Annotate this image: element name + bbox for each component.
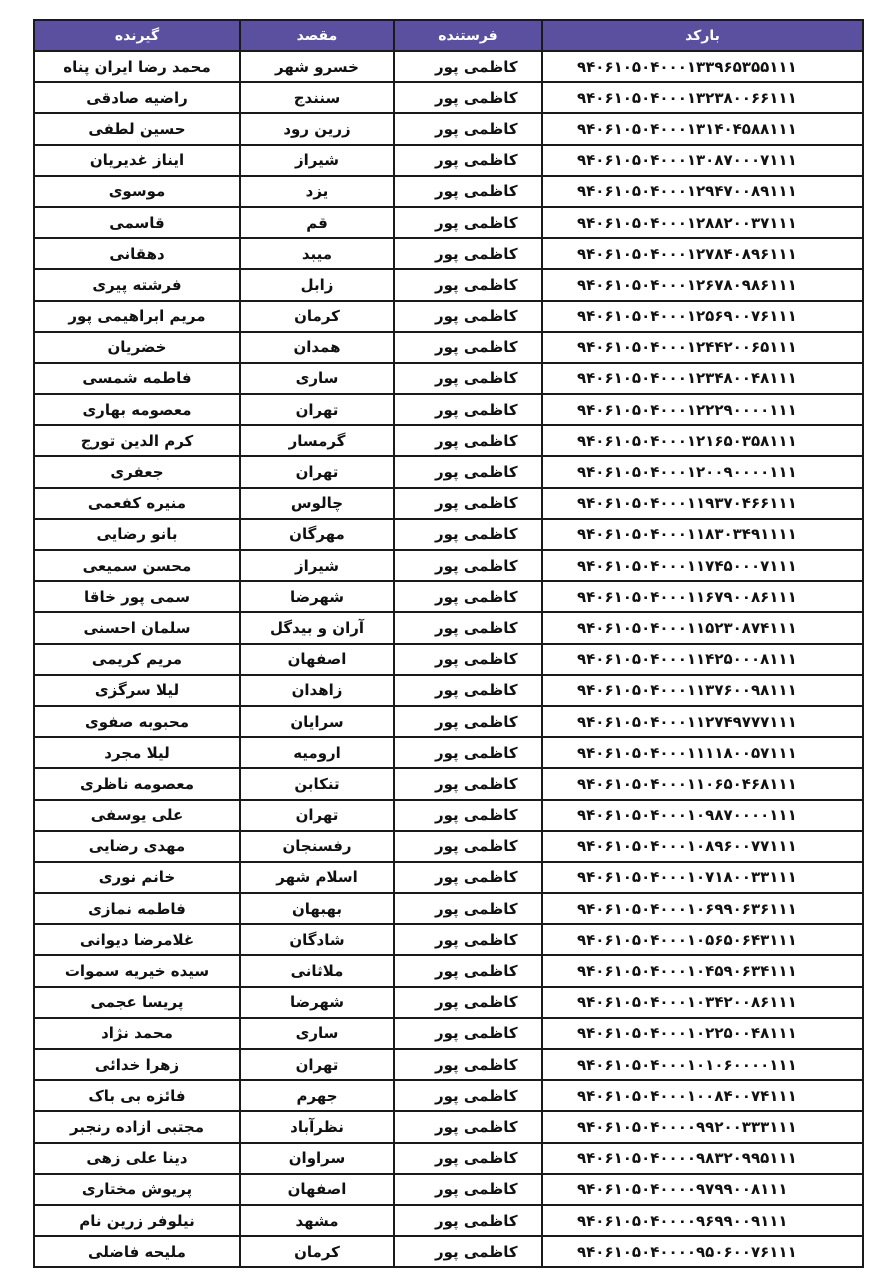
sender-cell: کاظمی پور	[394, 581, 542, 612]
sender-cell: کاظمی پور	[394, 176, 542, 207]
recipient-cell: فاطمه نمازی	[34, 893, 240, 924]
barcode-cell: ۹۴۰۶۱۰۵۰۴۰۰۰۱۲۹۴۷۰۰۸۹۱۱۱	[542, 176, 863, 207]
sender-cell: کاظمی پور	[394, 1111, 542, 1142]
destination-cell: تهران	[240, 456, 394, 487]
recipient-cell: غلامرضا دیوانی	[34, 924, 240, 955]
sender-cell: کاظمی پور	[394, 675, 542, 706]
sender-cell: کاظمی پور	[394, 425, 542, 456]
recipient-cell: جعفری	[34, 456, 240, 487]
table-row	[34, 145, 863, 176]
shipment-table-container	[33, 19, 862, 1268]
destination-cell: شادگان	[240, 924, 394, 955]
destination-cell: گرمسار	[240, 425, 394, 456]
table-row	[34, 82, 863, 113]
destination-cell: زرین رود	[240, 113, 394, 144]
sender-cell: کاظمی پور	[394, 394, 542, 425]
table-row	[34, 831, 863, 862]
sender-cell: کاظمی پور	[394, 706, 542, 737]
header-row	[34, 20, 863, 51]
sender-cell: کاظمی پور	[394, 893, 542, 924]
table-row	[34, 768, 863, 799]
recipient-cell: زهرا خدائی	[34, 1049, 240, 1080]
barcode-cell: ۹۴۰۶۱۰۵۰۴۰۰۰۱۳۱۴۰۴۵۸۸۱۱۱	[542, 113, 863, 144]
recipient-cell: پریوش مختاری	[34, 1174, 240, 1205]
sender-cell: کاظمی پور	[394, 1018, 542, 1049]
sender-cell: کاظمی پور	[394, 987, 542, 1018]
recipient-cell: ملیحه فاضلی	[34, 1236, 240, 1267]
recipient-cell: بانو رضایی	[34, 519, 240, 550]
table-row	[34, 1049, 863, 1080]
recipient-cell: خضریان	[34, 332, 240, 363]
recipient-cell: لیلا سرگزی	[34, 675, 240, 706]
sender-cell: کاظمی پور	[394, 1080, 542, 1111]
destination-cell: جهرم	[240, 1080, 394, 1111]
recipient-cell: فاطمه شمسی	[34, 363, 240, 394]
barcode-cell: ۹۴۰۶۱۰۵۰۴۰۰۰۱۲۵۶۹۰۰۷۶۱۱۱	[542, 301, 863, 332]
table-row	[34, 1205, 863, 1236]
table-row	[34, 924, 863, 955]
destination-cell: ساری	[240, 363, 394, 394]
table-row	[34, 862, 863, 893]
destination-cell: مشهد	[240, 1205, 394, 1236]
table-row	[34, 737, 863, 768]
destination-cell: آران و بیدگل	[240, 612, 394, 643]
table-row	[34, 332, 863, 363]
barcode-cell: ۹۴۰۶۱۰۵۰۴۰۰۰۱۱۶۷۹۰۰۸۶۱۱۱	[542, 581, 863, 612]
table-row	[34, 51, 863, 82]
sender-cell: کاظمی پور	[394, 612, 542, 643]
barcode-cell: ۹۴۰۶۱۰۵۰۴۰۰۰۱۱۹۳۷۰۴۶۶۱۱۱	[542, 488, 863, 519]
destination-cell: زاهدان	[240, 675, 394, 706]
sender-cell: کاظمی پور	[394, 550, 542, 581]
sender-cell: کاظمی پور	[394, 737, 542, 768]
recipient-cell: خانم نوری	[34, 862, 240, 893]
destination-cell: همدان	[240, 332, 394, 363]
destination-cell: سراوان	[240, 1143, 394, 1174]
table-row	[34, 301, 863, 332]
barcode-cell: ۹۴۰۶۱۰۵۰۴۰۰۰۰۹۷۹۹۰۰۸۱۱۱	[542, 1174, 863, 1205]
table-header	[34, 20, 863, 51]
header-destination: مقصد	[240, 20, 394, 51]
destination-cell: سرایان	[240, 706, 394, 737]
barcode-cell: ۹۴۰۶۱۰۵۰۴۰۰۰۱۱۸۳۰۳۴۹۱۱۱۱	[542, 519, 863, 550]
barcode-cell: ۹۴۰۶۱۰۵۰۴۰۰۰۱۲۱۶۵۰۳۵۸۱۱۱	[542, 425, 863, 456]
sender-cell: کاظمی پور	[394, 363, 542, 394]
sender-cell: کاظمی پور	[394, 238, 542, 269]
barcode-cell: ۹۴۰۶۱۰۵۰۴۰۰۰۱۳۰۸۷۰۰۰۷۱۱۱	[542, 145, 863, 176]
recipient-cell: سمی پور خاقا	[34, 581, 240, 612]
destination-cell: میبد	[240, 238, 394, 269]
barcode-cell: ۹۴۰۶۱۰۵۰۴۰۰۰۱۲۶۷۸۰۹۸۶۱۱۱	[542, 269, 863, 300]
table-row	[34, 238, 863, 269]
barcode-cell: ۹۴۰۶۱۰۵۰۴۰۰۰۱۲۷۸۴۰۸۹۶۱۱۱	[542, 238, 863, 269]
table-row	[34, 269, 863, 300]
recipient-cell: قاسمی	[34, 207, 240, 238]
barcode-cell: ۹۴۰۶۱۰۵۰۴۰۰۰۱۱۵۲۳۰۸۷۴۱۱۱	[542, 612, 863, 643]
recipient-cell: محسن سمیعی	[34, 550, 240, 581]
recipient-cell: سلمان احسنی	[34, 612, 240, 643]
recipient-cell: مریم ابراهیمی پور	[34, 301, 240, 332]
header-barcode: بارکد	[542, 20, 863, 51]
destination-cell: تهران	[240, 394, 394, 425]
sender-cell: کاظمی پور	[394, 800, 542, 831]
barcode-cell: ۹۴۰۶۱۰۵۰۴۰۰۰۱۱۱۱۸۰۰۵۷۱۱۱	[542, 737, 863, 768]
table-row	[34, 1018, 863, 1049]
recipient-cell: علی یوسفی	[34, 800, 240, 831]
destination-cell: تهران	[240, 800, 394, 831]
recipient-cell: سیده خیریه سموات	[34, 955, 240, 986]
recipient-cell: دینا علی زهی	[34, 1143, 240, 1174]
barcode-cell: ۹۴۰۶۱۰۵۰۴۰۰۰۱۲۸۸۲۰۰۳۷۱۱۱	[542, 207, 863, 238]
table-row	[34, 113, 863, 144]
table-row	[34, 550, 863, 581]
destination-cell: کرمان	[240, 301, 394, 332]
table-row	[34, 176, 863, 207]
shipment-table	[33, 19, 864, 1268]
barcode-cell: ۹۴۰۶۱۰۵۰۴۰۰۰۱۰۴۵۹۰۶۳۴۱۱۱	[542, 955, 863, 986]
barcode-cell: ۹۴۰۶۱۰۵۰۴۰۰۰۰۹۸۳۲۰۹۹۵۱۱۱	[542, 1143, 863, 1174]
barcode-cell: ۹۴۰۶۱۰۵۰۴۰۰۰۱۰۵۶۵۰۶۴۳۱۱۱	[542, 924, 863, 955]
recipient-cell: معصومه بهاری	[34, 394, 240, 425]
destination-cell: اصفهان	[240, 644, 394, 675]
destination-cell: چالوس	[240, 488, 394, 519]
barcode-cell: ۹۴۰۶۱۰۵۰۴۰۰۰۰۹۵۰۶۰۰۷۶۱۱۱	[542, 1236, 863, 1267]
destination-cell: اصفهان	[240, 1174, 394, 1205]
recipient-cell: موسوی	[34, 176, 240, 207]
destination-cell: ارومیه	[240, 737, 394, 768]
destination-cell: قم	[240, 207, 394, 238]
destination-cell: اسلام شهر	[240, 862, 394, 893]
barcode-cell: ۹۴۰۶۱۰۵۰۴۰۰۰۰۹۹۲۰۰۳۳۳۱۱۱	[542, 1111, 863, 1142]
sender-cell: کاظمی پور	[394, 768, 542, 799]
sender-cell: کاظمی پور	[394, 862, 542, 893]
header-sender: فرستنده	[394, 20, 542, 51]
recipient-cell: مریم کریمی	[34, 644, 240, 675]
sender-cell: کاظمی پور	[394, 488, 542, 519]
sender-cell: کاظمی پور	[394, 1236, 542, 1267]
barcode-cell: ۹۴۰۶۱۰۵۰۴۰۰۰۱۱۷۴۵۰۰۰۷۱۱۱	[542, 550, 863, 581]
table-row	[34, 675, 863, 706]
sender-cell: کاظمی پور	[394, 1143, 542, 1174]
barcode-cell: ۹۴۰۶۱۰۵۰۴۰۰۰۱۱۲۷۴۹۷۷۷۱۱۱	[542, 706, 863, 737]
barcode-cell: ۹۴۰۶۱۰۵۰۴۰۰۰۱۲۴۴۲۰۰۶۵۱۱۱	[542, 332, 863, 363]
barcode-cell: ۹۴۰۶۱۰۵۰۴۰۰۰۱۰۶۹۹۰۶۳۶۱۱۱	[542, 893, 863, 924]
barcode-cell: ۹۴۰۶۱۰۵۰۴۰۰۰۱۰۹۸۷۰۰۰۰۱۱۱	[542, 800, 863, 831]
destination-cell: شهرضا	[240, 987, 394, 1018]
sender-cell: کاظمی پور	[394, 51, 542, 82]
sender-cell: کاظمی پور	[394, 207, 542, 238]
sender-cell: کاظمی پور	[394, 1174, 542, 1205]
recipient-cell: حسین لطفی	[34, 113, 240, 144]
destination-cell: خسرو شهر	[240, 51, 394, 82]
table-row	[34, 706, 863, 737]
recipient-cell: ایناز غدیریان	[34, 145, 240, 176]
sender-cell: کاظمی پور	[394, 1049, 542, 1080]
destination-cell: رفسنجان	[240, 831, 394, 862]
barcode-cell: ۹۴۰۶۱۰۵۰۴۰۰۰۱۲۲۲۹۰۰۰۰۱۱۱	[542, 394, 863, 425]
table-row	[34, 800, 863, 831]
table-body	[34, 51, 863, 1267]
table-row	[34, 488, 863, 519]
recipient-cell: مجتبی ازاده رنجبر	[34, 1111, 240, 1142]
table-row	[34, 612, 863, 643]
recipient-cell: پریسا عجمی	[34, 987, 240, 1018]
recipient-cell: کرم الدین تورج	[34, 425, 240, 456]
sender-cell: کاظمی پور	[394, 519, 542, 550]
sender-cell: کاظمی پور	[394, 644, 542, 675]
barcode-cell: ۹۴۰۶۱۰۵۰۴۰۰۰۱۰۲۲۵۰۰۴۸۱۱۱	[542, 1018, 863, 1049]
recipient-cell: نیلوفر زرین نام	[34, 1205, 240, 1236]
table-row	[34, 1143, 863, 1174]
table-row	[34, 581, 863, 612]
recipient-cell: محبوبه صفوی	[34, 706, 240, 737]
table-row	[34, 425, 863, 456]
barcode-cell: ۹۴۰۶۱۰۵۰۴۰۰۰۱۱۴۲۵۰۰۰۸۱۱۱	[542, 644, 863, 675]
sender-cell: کاظمی پور	[394, 332, 542, 363]
destination-cell: کرمان	[240, 1236, 394, 1267]
barcode-cell: ۹۴۰۶۱۰۵۰۴۰۰۰۱۲۰۰۹۰۰۰۰۱۱۱	[542, 456, 863, 487]
header-recipient: گیرنده	[34, 20, 240, 51]
barcode-cell: ۹۴۰۶۱۰۵۰۴۰۰۰۱۱۳۷۶۰۰۹۸۱۱۱	[542, 675, 863, 706]
table-row	[34, 1174, 863, 1205]
table-row	[34, 893, 863, 924]
table-row	[34, 394, 863, 425]
destination-cell: تهران	[240, 1049, 394, 1080]
destination-cell: یزد	[240, 176, 394, 207]
table-row	[34, 207, 863, 238]
sender-cell: کاظمی پور	[394, 456, 542, 487]
barcode-cell: ۹۴۰۶۱۰۵۰۴۰۰۰۱۰۸۹۶۰۰۷۷۱۱۱	[542, 831, 863, 862]
sender-cell: کاظمی پور	[394, 924, 542, 955]
barcode-cell: ۹۴۰۶۱۰۵۰۴۰۰۰۱۳۲۳۸۰۰۶۶۱۱۱	[542, 82, 863, 113]
destination-cell: شهرضا	[240, 581, 394, 612]
destination-cell: ساری	[240, 1018, 394, 1049]
table-row	[34, 644, 863, 675]
destination-cell: مهرگان	[240, 519, 394, 550]
recipient-cell: دهقانی	[34, 238, 240, 269]
recipient-cell: منیره کفعمی	[34, 488, 240, 519]
destination-cell: زابل	[240, 269, 394, 300]
table-row	[34, 1236, 863, 1267]
destination-cell: ملاثانی	[240, 955, 394, 986]
barcode-cell: ۹۴۰۶۱۰۵۰۴۰۰۰۱۰۷۱۸۰۰۳۳۱۱۱	[542, 862, 863, 893]
recipient-cell: محمد نژاد	[34, 1018, 240, 1049]
recipient-cell: محمد رضا ایران پناه	[34, 51, 240, 82]
recipient-cell: فائزه بی باک	[34, 1080, 240, 1111]
barcode-cell: ۹۴۰۶۱۰۵۰۴۰۰۰۱۰۰۸۴۰۰۷۴۱۱۱	[542, 1080, 863, 1111]
destination-cell: شیراز	[240, 550, 394, 581]
table-row	[34, 1111, 863, 1142]
recipient-cell: فرشته پیری	[34, 269, 240, 300]
recipient-cell: راضیه صادقی	[34, 82, 240, 113]
table-row	[34, 519, 863, 550]
recipient-cell: لیلا مجرد	[34, 737, 240, 768]
recipient-cell: معصومه ناظری	[34, 768, 240, 799]
table-row	[34, 1080, 863, 1111]
destination-cell: شیراز	[240, 145, 394, 176]
barcode-cell: ۹۴۰۶۱۰۵۰۴۰۰۰۱۱۰۶۵۰۴۶۸۱۱۱	[542, 768, 863, 799]
sender-cell: کاظمی پور	[394, 831, 542, 862]
barcode-cell: ۹۴۰۶۱۰۵۰۴۰۰۰۰۹۶۹۹۰۰۹۱۱۱	[542, 1205, 863, 1236]
destination-cell: تنکابن	[240, 768, 394, 799]
barcode-cell: ۹۴۰۶۱۰۵۰۴۰۰۰۱۲۳۴۸۰۰۴۸۱۱۱	[542, 363, 863, 394]
destination-cell: نظرآباد	[240, 1111, 394, 1142]
destination-cell: سنندج	[240, 82, 394, 113]
table-row	[34, 363, 863, 394]
barcode-cell: ۹۴۰۶۱۰۵۰۴۰۰۰۱۳۳۹۶۵۳۵۵۱۱۱	[542, 51, 863, 82]
barcode-cell: ۹۴۰۶۱۰۵۰۴۰۰۰۱۰۳۴۲۰۰۸۶۱۱۱	[542, 987, 863, 1018]
barcode-cell: ۹۴۰۶۱۰۵۰۴۰۰۰۱۰۱۰۶۰۰۰۰۱۱۱	[542, 1049, 863, 1080]
sender-cell: کاظمی پور	[394, 301, 542, 332]
table-row	[34, 456, 863, 487]
table-row	[34, 987, 863, 1018]
sender-cell: کاظمی پور	[394, 113, 542, 144]
sender-cell: کاظمی پور	[394, 269, 542, 300]
sender-cell: کاظمی پور	[394, 955, 542, 986]
sender-cell: کاظمی پور	[394, 82, 542, 113]
sender-cell: کاظمی پور	[394, 1205, 542, 1236]
table-row	[34, 955, 863, 986]
recipient-cell: مهدی رضایی	[34, 831, 240, 862]
destination-cell: بهبهان	[240, 893, 394, 924]
sender-cell: کاظمی پور	[394, 145, 542, 176]
